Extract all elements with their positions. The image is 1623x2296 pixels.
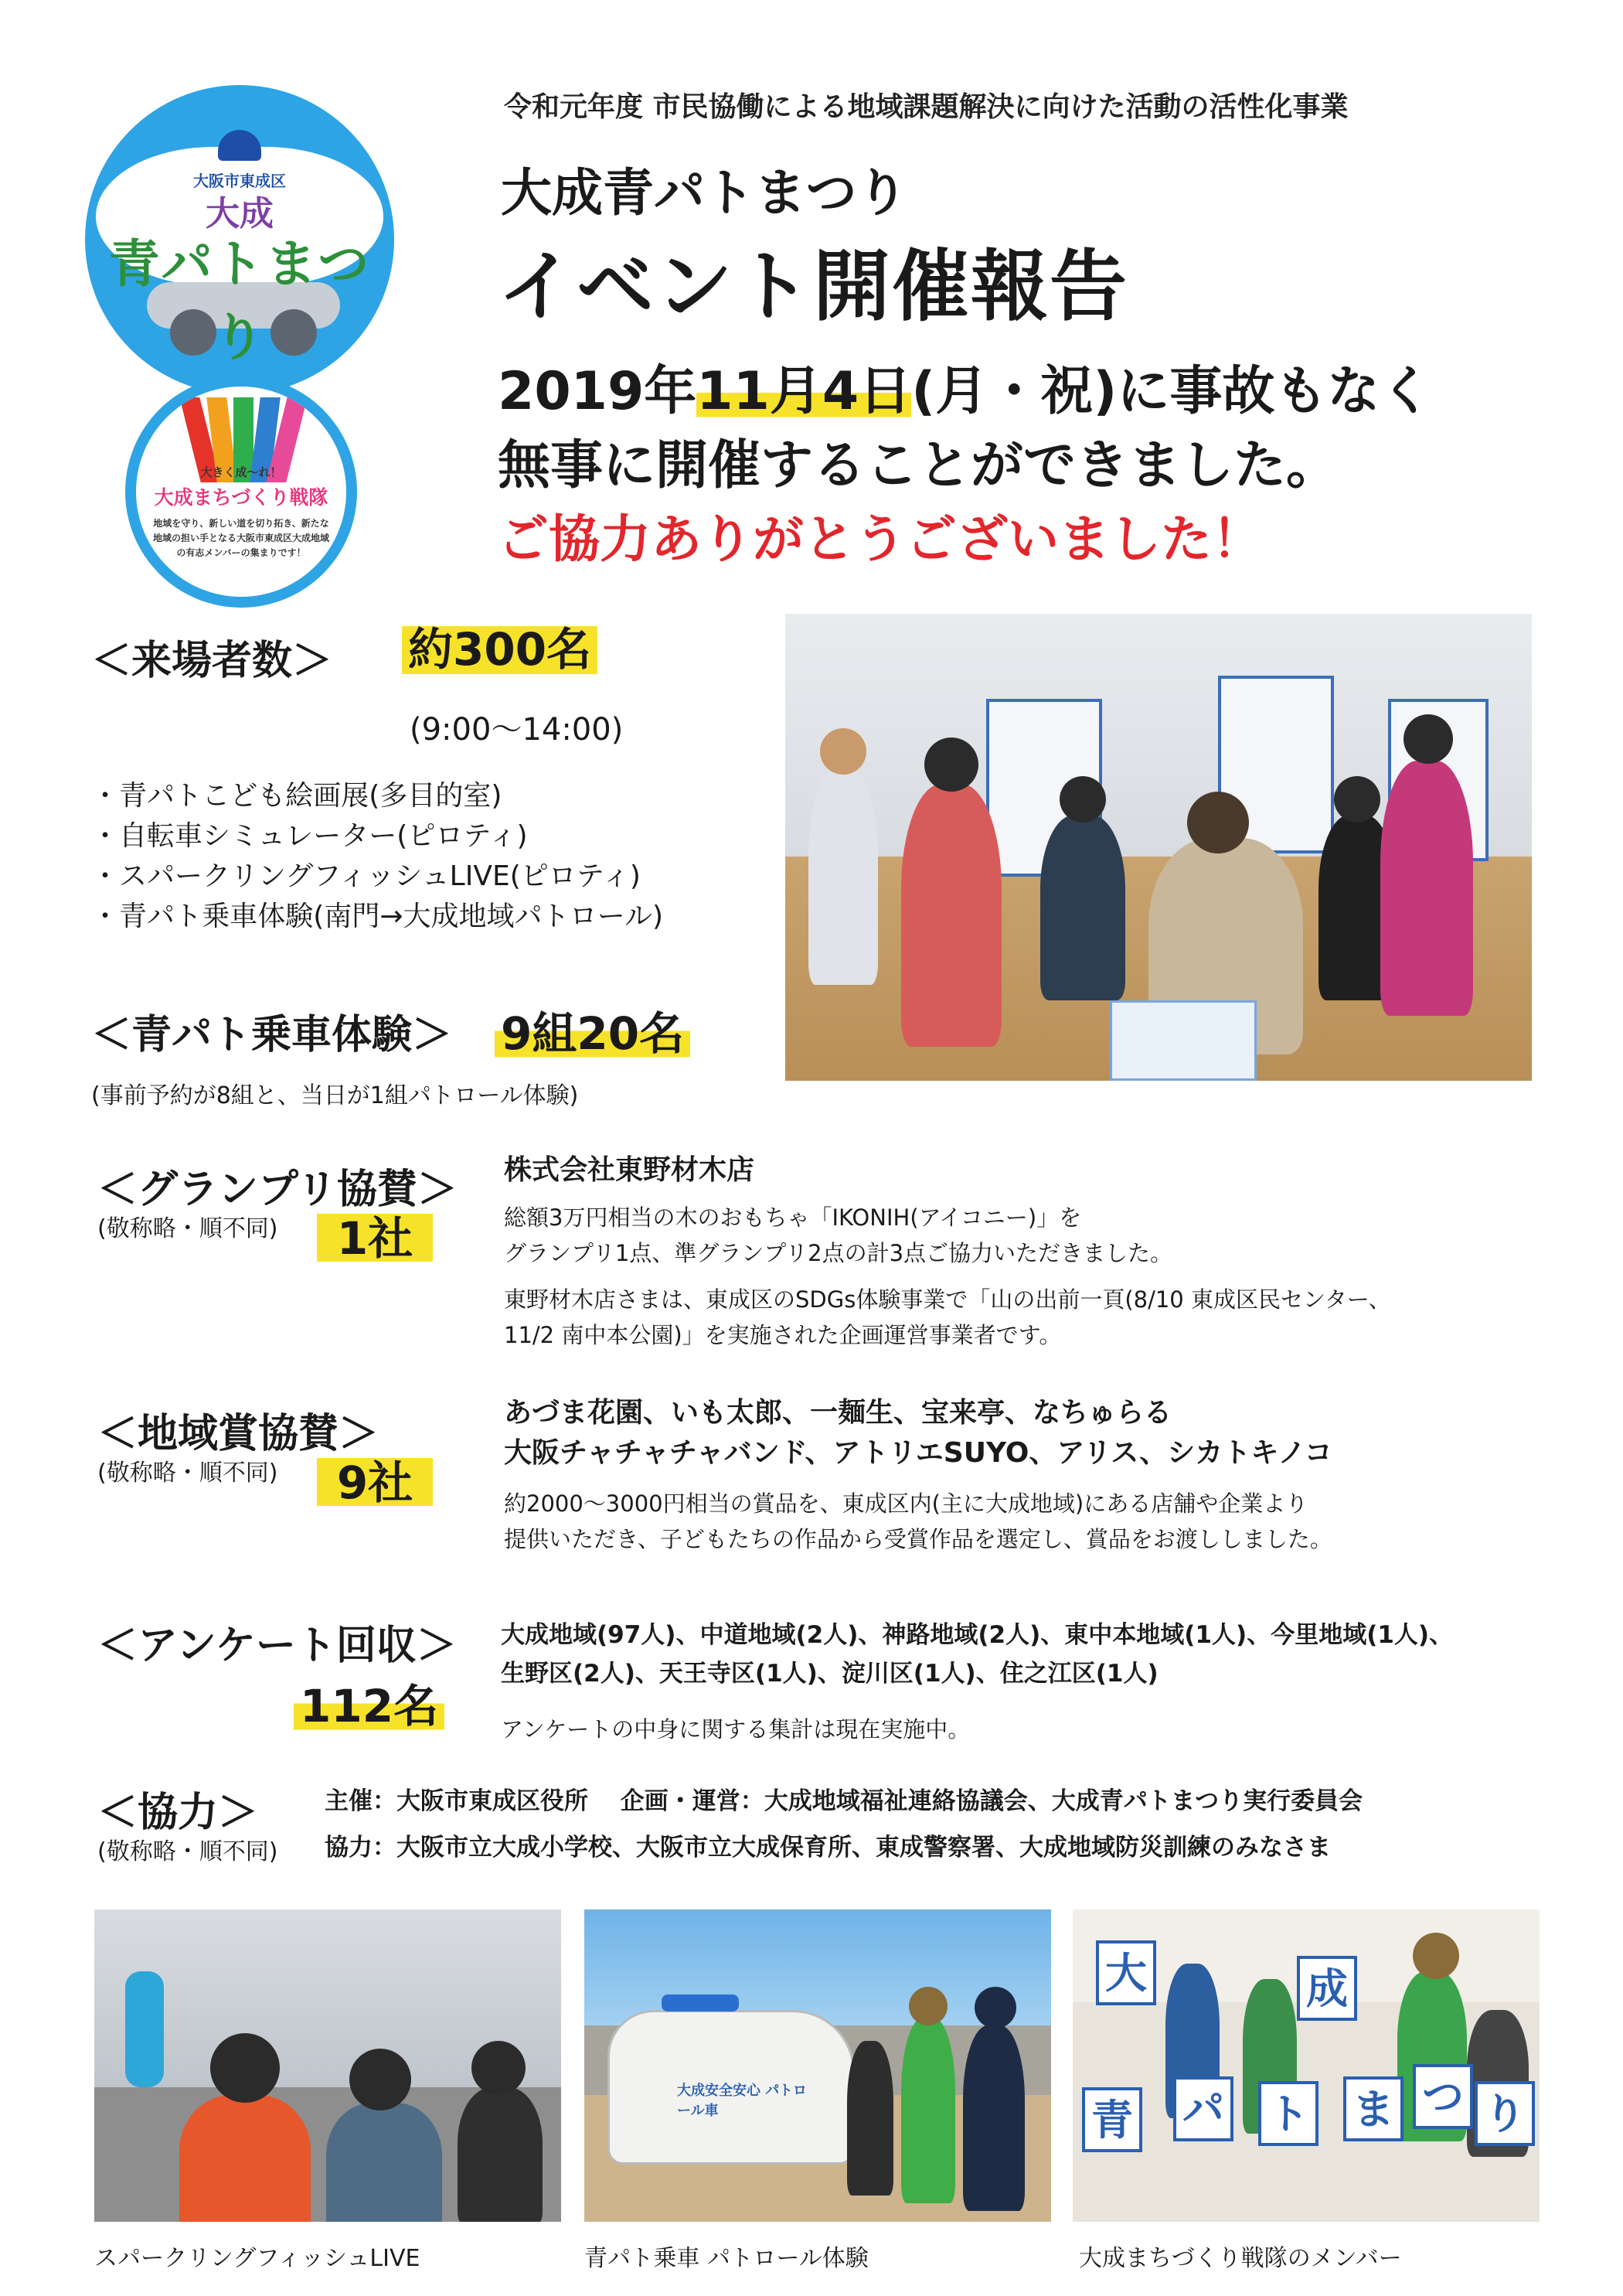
cooperator-line: 協力：大阪市立大成小学校、大阪市立大成保育所、東成警察署、大成地域防災訓練のみなさま [325, 1834, 1331, 1862]
grandprix-note: (敬称略・順不同) [97, 1215, 278, 1242]
officer-figure [963, 2025, 1025, 2211]
report-title: イベント開催報告 [498, 241, 1128, 332]
event-title: 大成青パトまつり [501, 163, 908, 223]
visitor-head [1187, 792, 1249, 853]
letter-sign: 青 [1082, 2087, 1142, 2152]
aopato-festival-logo [85, 85, 394, 394]
grandprix-text: 総額3万円相当の木のおもちゃ「IKONIH(アイコニー)」を [504, 1204, 1082, 1231]
photo-caption: 大成まちづくり戦隊のメンバー [1079, 2245, 1402, 2272]
visitors-label: ＜来場者数＞ [91, 638, 333, 684]
officer-head [975, 1987, 1016, 2029]
visitor-figure [1380, 761, 1473, 1016]
event-items-list [91, 776, 663, 937]
visitors-count: 約300名 [402, 626, 597, 674]
regional-label: ＜地域賞協賛＞ [97, 1411, 379, 1457]
visitor-head [1334, 776, 1380, 823]
sponsor-names: あづま花園、いも太郎、一麺生、宝来亭、なちゅらる [504, 1397, 1172, 1429]
lead-date-highlight: 11月4日 [696, 361, 912, 422]
visitor-figure [1040, 815, 1125, 1000]
grandprix-text: 11/2 南中本公園)」を実施された企画運営事業者です。 [504, 1322, 1062, 1348]
member-head [1413, 1933, 1459, 1979]
patrol-car-photo [584, 1909, 1051, 2222]
visitor-figure [901, 784, 1002, 1047]
letter-sign: り [1475, 2081, 1535, 2146]
survey-label: ＜アンケート回収＞ [97, 1623, 457, 1669]
sponsor-names: 大阪チャチャチャバンド、アトリエSUYO、アリス、シカトキノコ [504, 1437, 1332, 1469]
project-subtitle: 令和元年度 市民協働による地域課題解決に向けた活動の活性化事業 [504, 91, 1349, 123]
list-item: ・青パトこども絵画展(多目的室) [91, 780, 502, 812]
regional-count: 9社 [317, 1458, 433, 1506]
audience-head [471, 2041, 526, 2095]
volunteer-head [909, 1987, 948, 2025]
letter-sign: 成 [1297, 1956, 1357, 2021]
letter-sign: つ [1413, 2064, 1473, 2129]
photo-caption: スパークリングフィッシュLIVE [94, 2245, 420, 2272]
sponsor-company: 株式会社東野材木店 [504, 1154, 755, 1186]
letter-sign: パ [1173, 2076, 1233, 2141]
survey-details [501, 1616, 1453, 1747]
lead-year: 2019年 [498, 361, 697, 422]
visitors-time: (9:00〜14:00) [410, 712, 624, 748]
cooperation-details [325, 1778, 1363, 1871]
thank-you-line: ご協力ありがとうございました！ [498, 509, 1263, 569]
cooperation-note: (敬称略・順不同) [97, 1838, 278, 1865]
logo-aopato-matsuri: 青パトまつり [108, 234, 371, 367]
letter-sign: ま [1343, 2076, 1404, 2141]
letter-sign: ト [1258, 2081, 1318, 2146]
audience-figure [326, 2103, 442, 2222]
machizukuri-sentai-logo [125, 376, 357, 608]
child-figure [847, 2041, 893, 2196]
visitor-figure [808, 768, 878, 985]
logo-taisei: 大成 [206, 194, 274, 233]
lead-line-2: 無事に開催することができました。 [498, 435, 1339, 496]
visitor-head [820, 728, 866, 775]
ride-label: ＜青パト乗車体験＞ [91, 1012, 452, 1058]
performer-figure [125, 1971, 164, 2087]
survey-count: 112名 [294, 1670, 444, 1735]
audience-head [349, 2049, 411, 2110]
ride-count: 9組20名 [495, 997, 690, 1062]
ride-note: (事前予約が8組と、当日が1組パトロール体験) [91, 1082, 579, 1109]
members-photo [1073, 1909, 1540, 2222]
visitor-head [1404, 714, 1453, 764]
logo-tagline: 大きく成〜れ！ [200, 465, 282, 479]
organizer-line: 主催：大阪市東成区役所 企画・運営：大成地域福祉連絡協議会、大成青パトまつり実行委員会 [325, 1787, 1363, 1815]
survey-breakdown: 生野区(2人)、天王寺区(1人)、淀川区(1人)、住之江区(1人) [501, 1660, 1159, 1688]
volunteer-figure [901, 2018, 955, 2203]
survey-breakdown: 大成地域(97人)、中道地域(2人)、神路地域(2人)、東中本地域(1人)、今里地域(1人)、 [501, 1621, 1454, 1649]
display-table [1110, 1000, 1257, 1081]
cooperation-label: ＜協力＞ [97, 1790, 259, 1836]
grandprix-count: 1社 [317, 1214, 433, 1262]
audience-figure [458, 2087, 543, 2222]
car-door-text: 大成安全安心 パトロール車 [677, 2083, 807, 2119]
survey-status: アンケートの中身に関する集計は現在実施中。 [501, 1716, 971, 1742]
regional-text: 約2000〜3000円相当の賞品を、東成区内(主に大成地域)にある店舗や企業より [504, 1490, 1308, 1517]
audience-head [210, 2033, 280, 2103]
lead-rest: (月・祝)に事故もなく [911, 361, 1433, 422]
list-item: ・青パト乗車体験(南門→大成地域パトロール) [91, 901, 664, 932]
logo-sentai-name: 大成まちづくり戦隊 [154, 486, 328, 509]
logo-inner [136, 387, 346, 597]
visitor-head [1060, 776, 1106, 823]
siren-icon [218, 130, 261, 161]
visitor-head [924, 738, 978, 792]
list-item: ・自転車シミュレーター(ピロティ) [91, 820, 528, 852]
logo-ward: 大阪市東成区 [193, 172, 286, 190]
lead-line-1 [498, 349, 1432, 424]
grandprix-label: ＜グランプリ協賛＞ [97, 1167, 458, 1213]
live-photo [94, 1909, 561, 2222]
logo-description: 地域を守り、新しい道を切り拓き、新たな地域の担い手となる大阪市東成区大成地域の有志メンバーの集まりです！ [152, 518, 329, 558]
main-event-photo [785, 614, 1532, 1081]
regional-details [504, 1393, 1332, 1557]
regional-note: (敬称略・順不同) [97, 1460, 278, 1487]
grandprix-text: 東野材木店さまは、東成区のSDGs体験事業で「山の出前一頁(8/10 東成区民センター、 [504, 1286, 1391, 1313]
photo-caption: 青パト乗車 パトロール体験 [584, 2245, 869, 2272]
regional-text: 提供いただき、子どもたちの作品から受賞作品を選定し、賞品をお渡ししました。 [504, 1526, 1332, 1552]
list-item: ・スパークリングフィッシュLIVE(ピロティ) [91, 860, 641, 892]
grandprix-text: グランプリ1点、準グランプリ2点の計3点ご協力いただきました。 [504, 1240, 1173, 1266]
letter-sign: 大 [1096, 1940, 1156, 2005]
siren-icon [662, 1995, 739, 2012]
audience-figure [179, 2095, 311, 2222]
grandprix-details [504, 1150, 1391, 1353]
